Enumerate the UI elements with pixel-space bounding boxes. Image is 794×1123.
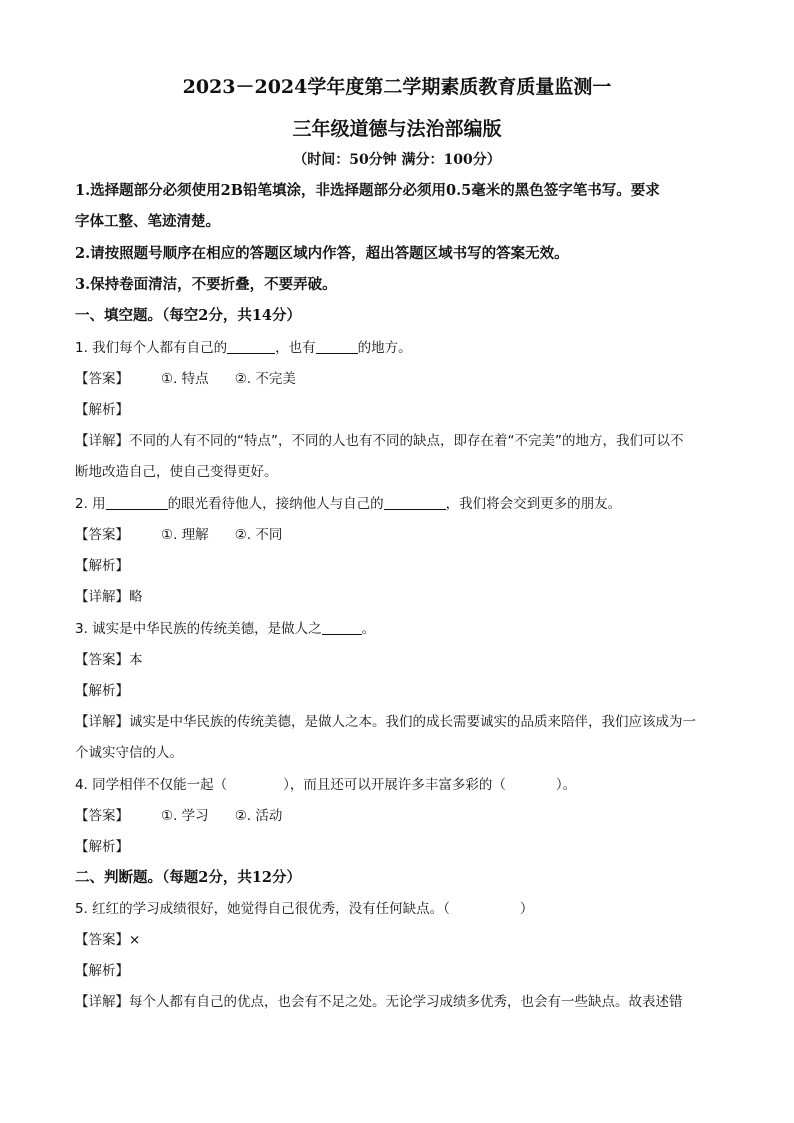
answer-1-option-1: ①. 特点 [161, 371, 209, 387]
question-2-text-a: 2. 用 [75, 496, 106, 512]
blank-line [322, 620, 362, 635]
detail-3a-text: 诚实是中华民族的传统美德，是做人之本。我们的成长需要诚实的品质来陪伴，我们应该成为一 [129, 714, 696, 730]
question-3-text-b: 。 [361, 621, 376, 637]
detail-1b: 断地改造自己，使自己变得更好。 [75, 464, 278, 480]
analysis-4: 【解析】 [75, 839, 129, 855]
answer-label: 【答案】 [75, 808, 129, 824]
detail-label: 【详解】 [75, 994, 129, 1010]
question-5-text-a: 5. 红红的学习成绩很好，她觉得自己很优秀，没有任何缺点。（ [75, 901, 450, 917]
answer-label: 【答案】 [75, 932, 129, 948]
section-2-heading: 二、判断题。（每题2分，共12分） [75, 869, 302, 886]
analysis-3: 【解析】 [75, 683, 129, 699]
question-1-text-c: 的地方。 [357, 340, 412, 356]
exam-title: 2023－2024学年度第二学期素质教育质量监测一 [182, 76, 612, 98]
exam-meta: （时间：50分钟 满分：100分） [293, 152, 501, 168]
question-5 [75, 899, 533, 919]
answer-2-option-1: ①. 理解 [161, 527, 209, 543]
question-2-text-c: ，我们将会交到更多的朋友。 [445, 496, 622, 512]
answer-1-option-2: ②. 不完美 [234, 371, 296, 387]
section-1-heading: 一、填空题。（每空2分，共14分） [75, 307, 302, 324]
detail-1a [75, 431, 683, 451]
detail-3a [75, 712, 696, 732]
blank-line [106, 495, 168, 510]
answer-3 [75, 650, 143, 670]
answer-label: 【答案】 [75, 527, 129, 543]
detail-3b: 个诚实守信的人。 [75, 745, 183, 761]
answer-3-value: 本 [129, 652, 143, 668]
detail-5-text: 每个人都有自己的优点，也会有不足之处。无论学习成绩多优秀，也会有一些缺点。故表述错 [129, 994, 683, 1010]
detail-label: 【详解】 [75, 589, 129, 605]
detail-2-text: 略 [129, 589, 143, 605]
instruction-2: 2.请按照题号顺序在相应的答题区域内作答，超出答题区域书写的答案无效。 [75, 245, 569, 262]
question-2-text-b: 的眼光看待他人，接纳他人与自己的 [167, 496, 384, 512]
detail-5 [75, 992, 683, 1012]
analysis-2: 【解析】 [75, 558, 129, 574]
question-4 [75, 775, 576, 795]
answer-4-option-1: ①. 学习 [161, 808, 209, 824]
answer-5-value: × [129, 932, 141, 948]
answer-5 [75, 930, 140, 950]
detail-1a-text: 不同的人有不同的“特点”，不同的人也有不同的缺点，即存在着“不完美”的地方，我们可以不 [129, 433, 684, 449]
answer-2-option-2: ②. 不同 [234, 527, 283, 543]
question-3-text-a: 3. 诚实是中华民族的传统美德，是做人之 [75, 621, 322, 637]
detail-2 [75, 587, 143, 607]
question-4-text-c: ）。 [555, 777, 577, 793]
analysis-1: 【解析】 [75, 402, 129, 418]
blank-line [227, 339, 275, 354]
answer-label: 【答案】 [75, 371, 129, 387]
answer-4-option-2: ②. 活动 [234, 808, 283, 824]
blank-line [384, 495, 446, 510]
exam-subtitle: 三年级道德与法治部编版 [292, 118, 502, 140]
instruction-1b: 字体工整、笔迹清楚。 [75, 213, 220, 230]
question-1-text-a: 1. 我们每个人都有自己的 [75, 340, 228, 356]
question-4-text-a: 4. 同学相伴不仅能一起（ [75, 777, 228, 793]
detail-label: 【详解】 [75, 433, 129, 449]
detail-label: 【详解】 [75, 714, 129, 730]
question-2 [75, 494, 621, 514]
question-5-text-b: ） [519, 901, 534, 917]
instruction-1a: 1.选择题部分必须使用2B铅笔填涂，非选择题部分必须用0.5毫米的黑色签字笔书写。要求 [75, 182, 660, 199]
blank-line [316, 339, 358, 354]
question-1 [75, 338, 412, 358]
answer-2 [75, 525, 282, 545]
question-3 [75, 619, 375, 639]
answer-4 [75, 806, 282, 826]
question-4-text-b: ），而且还可以开展许多丰富多彩的（ [283, 777, 506, 793]
answer-1 [75, 369, 296, 389]
analysis-5: 【解析】 [75, 963, 129, 979]
instruction-3: 3.保持卷面清洁，不要折叠，不要弄破。 [75, 276, 337, 293]
question-1-text-b: ，也有 [275, 340, 316, 356]
answer-label: 【答案】 [75, 652, 129, 668]
